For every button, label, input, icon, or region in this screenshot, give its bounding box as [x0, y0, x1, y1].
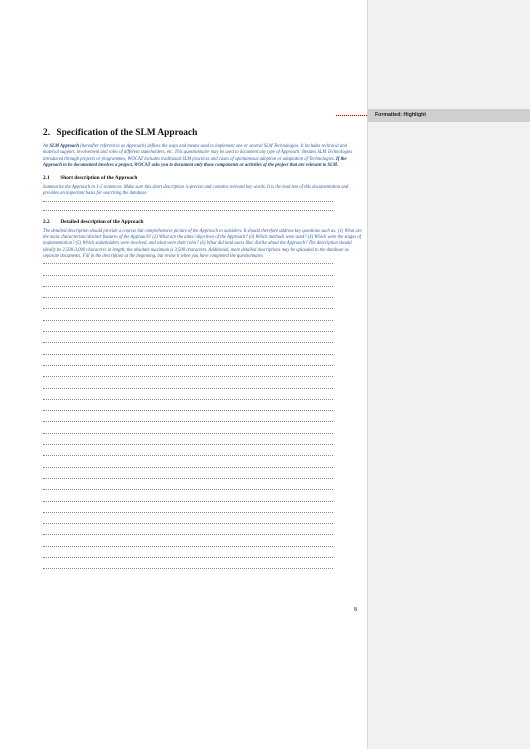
short-description-instructions: Summarize the Approach in 1-2 sentences. Make sure this short description is precise and contains relevant key words. It is the lead text of this documentation and provides an important basis for searching the database. [43, 185, 349, 197]
page-number: 8 [354, 607, 357, 613]
fill-line [43, 557, 333, 558]
fill-line [43, 478, 333, 479]
fill-line [43, 365, 333, 366]
fill-line [43, 201, 333, 202]
subsection-number: 2.1 [43, 175, 50, 182]
fill-line [43, 410, 333, 411]
subsection-title: Detailed description of the Approach [60, 218, 144, 225]
fill-line [43, 501, 333, 502]
fill-line [43, 512, 333, 513]
fill-line [43, 433, 333, 434]
intro-text: (hereafter referred to as Approach) defines the ways and means used to implement one or several SLM Technologies. It includes technical and material support, involvement and roles of different stakeholders, etc. This questionnaire may be used to document any type of Approach: Besides SLM Technologies introduced through projects or programmes, WOCAT includes traditional SLM practices and cases of spontaneous adoption or adaptation of Technologies. [43, 144, 353, 162]
intro-emphasis: SLM Approach [49, 144, 80, 149]
fill-line [43, 331, 333, 332]
fill-line [43, 354, 333, 355]
section-intro [43, 144, 363, 169]
subsection-heading-short [43, 175, 363, 181]
fill-line [43, 489, 333, 490]
intro-emphasis: If the Approach to be documented involves a project, WOCAT asks you to document only those components or activities of the project that are relevant to SLM. [43, 156, 347, 168]
fill-line [43, 455, 333, 456]
formatting-comment[interactable]: Formatted: Highlight [367, 109, 530, 122]
fill-line [43, 534, 333, 535]
document-content [43, 128, 363, 580]
fill-line [43, 275, 333, 276]
fill-line [43, 320, 333, 321]
fill-line [43, 286, 333, 287]
section-heading [43, 128, 363, 138]
fill-line [43, 297, 333, 298]
section-number: 2. [43, 128, 51, 138]
fill-line [43, 546, 333, 547]
fill-line [43, 376, 333, 377]
fill-line [43, 210, 333, 211]
fill-line [43, 421, 333, 422]
short-description-fill-area[interactable] [43, 201, 363, 211]
fill-line [43, 467, 333, 468]
subsection-number: 2.2 [43, 218, 50, 225]
fill-line [43, 523, 333, 524]
detailed-description-instructions: The detailed description should provide a concise but comprehensive picture of the Approach to outsiders. It should therefore address key questions such as: (1) What are the main characteristic/distinct features of the Approach? (2) What are the aims/ objectives of the Approach? (3) Which methods were used? (4) Which were the stages of implementation? (5) Which stakeholders were involved, and what were their roles? (6) What did land users like/ dislike about the Approach? The description should ideally be 2,500-3,000 characters in length; the absolute maximum is 3,500 characters. Additional, more detailed descriptions may be uploaded to the database as separate documents. Fill in the description at the beginning, but revise it when you have completed the questionnaire. [43, 228, 362, 259]
fill-line [43, 263, 333, 264]
section-title: Specification of the SLM Approach [56, 128, 198, 138]
fill-line [43, 399, 333, 400]
fill-line [43, 568, 333, 569]
subsection-title: Short description of the Approach [60, 175, 138, 182]
detailed-description-fill-area[interactable] [43, 263, 363, 569]
subsection-heading-detailed [43, 219, 363, 225]
comment-connector [336, 115, 367, 116]
fill-line [43, 444, 333, 445]
fill-line [43, 388, 333, 389]
intro-text: An [43, 144, 50, 149]
fill-line [43, 308, 333, 309]
fill-line [43, 342, 333, 343]
